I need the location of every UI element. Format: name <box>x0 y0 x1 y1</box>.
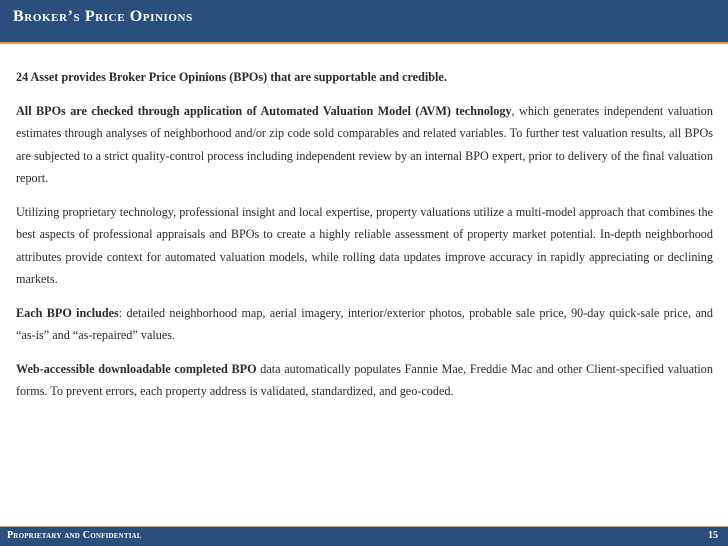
intro-paragraph: 24 Asset provides Broker Price Opinions (BPOs) that are supportable and credible. <box>16 70 447 84</box>
title-bar <box>0 0 728 44</box>
web-accessible-paragraph <box>16 358 713 403</box>
bpo-includes-body: : detailed neighborhood map, aerial imagery, interior/exterior photos, probable sale price, 90-day quick-sale price, and “as-is” and “as-repaired” values. <box>16 305 713 342</box>
slide-content <box>16 66 713 414</box>
avm-lead: All BPOs are checked through application of Automated Valuation Model (AVM) technology <box>16 103 512 118</box>
footer-bar <box>0 526 728 546</box>
bpo-includes-lead: Each BPO includes <box>16 305 119 320</box>
page-number: 15 <box>708 530 718 541</box>
footer-label: Proprietary and Confidential <box>7 530 142 541</box>
web-accessible-body: data automatically populates Fannie Mae, Freddie Mac and other Client-specified valuation forms. To prevent errors, each property address is validated, standardized, and geo-coded. <box>16 361 713 398</box>
bpo-includes-paragraph <box>16 302 713 347</box>
avm-body: , which generates independent valuation estimates through analyses of neighborhood and/or zip code sold comparables and related variables. To further test valuation results, all BPOs are subjected to a strict quality-control process including independent review by an internal BPO expert, prior to delivery of the final valuation report. <box>16 103 713 185</box>
avm-paragraph <box>16 100 713 190</box>
technology-paragraph: Utilizing proprietary technology, professional insight and local expertise, property valuations utilize a multi-model approach that combines the best aspects of professional appraisals and BPOs to create a highly reliable assessment of property market potential. In-depth neighborhood attributes provide context for automated valuation models, while rolling data updates improve accuracy in rapidly appreciating or declining markets. <box>16 204 713 286</box>
page-title: Broker’s Price Opinions <box>13 8 193 25</box>
web-accessible-lead: Web-accessible downloadable completed BPO <box>16 361 257 376</box>
